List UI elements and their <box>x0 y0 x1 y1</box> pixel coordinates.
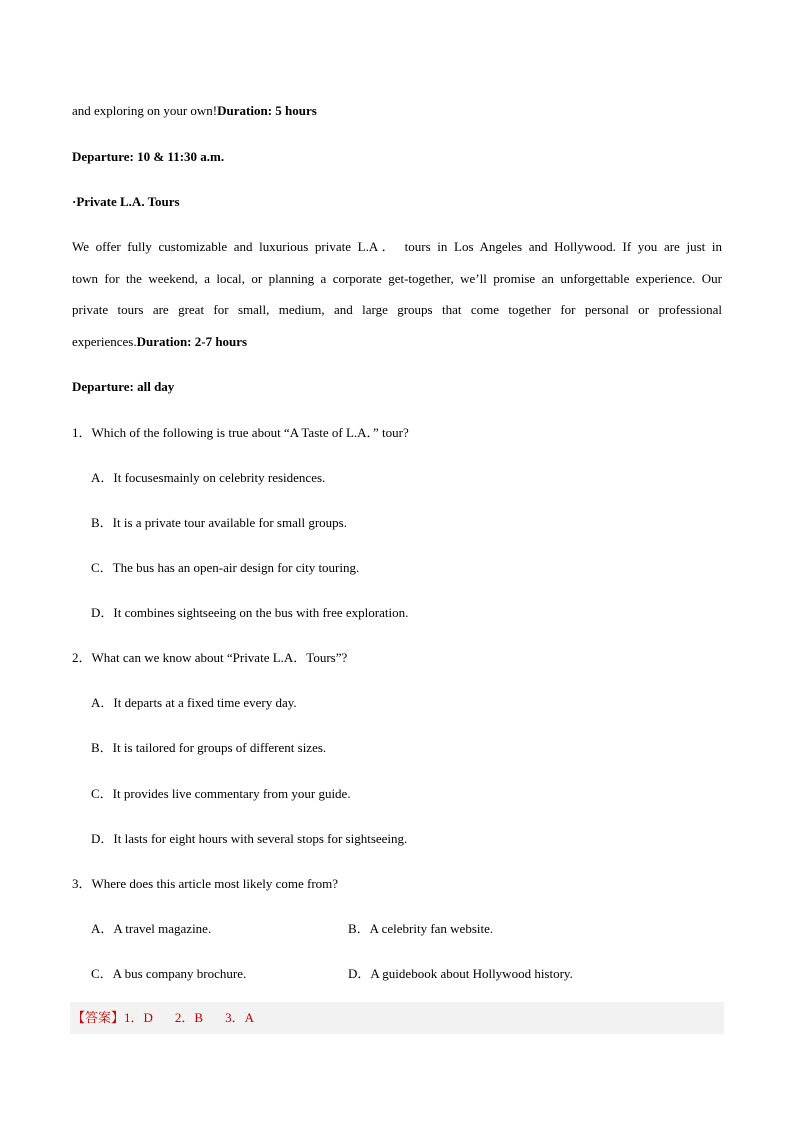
intro-departure <box>72 150 224 163</box>
private-tours-departure <box>72 380 174 393</box>
private-tours-para-line-3: private tours are great for small, medium, and large groups that come together for personal or professional <box>72 302 722 317</box>
question-2-option-d: D．It lasts for eight hours with several stops for sightseeing. <box>91 831 408 846</box>
question-3-stem: 3．Where does this article most likely come from? <box>72 876 339 891</box>
intro-tail-text: and exploring on your own! <box>72 103 218 118</box>
question-2-option-b: B．It is tailored for groups of different sizes. <box>91 740 327 755</box>
question-3-option-a: A．A travel magazine. <box>91 921 212 936</box>
answer-item-2: 2．B <box>174 1010 204 1025</box>
question-2-option-a: A．It departs at a fixed time every day. <box>91 695 297 710</box>
private-tours-para-line-1: We offer fully customizable and luxurious private L.A． tours in Los Angeles and Hollywood. If you are just in <box>72 239 722 254</box>
answer-bar <box>70 1002 724 1034</box>
intro-duration-line <box>72 104 317 117</box>
private-tours-heading-text: ·Private L.A. Tours <box>72 194 180 209</box>
private-tours-departure-text: Departure: all day <box>72 379 175 394</box>
answer-label: 【答案】 <box>72 1010 125 1025</box>
question-3-option-d: D．A guidebook about Hollywood history. <box>348 966 573 981</box>
question-3-option-b: B．A celebrity fan website. <box>348 921 494 936</box>
intro-duration: Duration: 5 hours <box>217 103 317 118</box>
intro-departure-text: Departure: 10 & 11:30 a.m. <box>72 149 225 164</box>
answer-item-3: 3．A <box>225 1010 254 1025</box>
private-tours-para-line-4 <box>72 335 247 348</box>
question-2-stem: 2．What can we know about “Private L.A．Tours”? <box>72 650 348 665</box>
private-tours-duration: Duration: 2-7 hours <box>136 334 248 349</box>
question-1-option-a: A．It focusesmainly on celebrity residences. <box>91 470 326 485</box>
answer-text <box>72 1011 276 1024</box>
question-2-option-c: C．It provides live commentary from your guide. <box>91 786 351 801</box>
question-1-option-b: B．It is a private tour available for small groups. <box>91 515 347 530</box>
private-tours-heading <box>72 195 180 208</box>
question-1-option-d: D．It combines sightseeing on the bus with free exploration. <box>91 605 409 620</box>
question-3-option-c: C．A bus company brochure. <box>91 966 247 981</box>
question-1-option-c: C．The bus has an open-air design for city touring. <box>91 560 360 575</box>
private-tours-para-tail: experiences. <box>72 334 137 349</box>
private-tours-para-line-2: town for the weekend, a local, or planning a corporate get-together, we’ll promise an unforgettable experience. Our <box>72 271 722 286</box>
answer-item-1: 1．D <box>124 1010 153 1025</box>
question-1-stem: 1．Which of the following is true about “A Taste of L.A．” tour? <box>72 425 409 440</box>
